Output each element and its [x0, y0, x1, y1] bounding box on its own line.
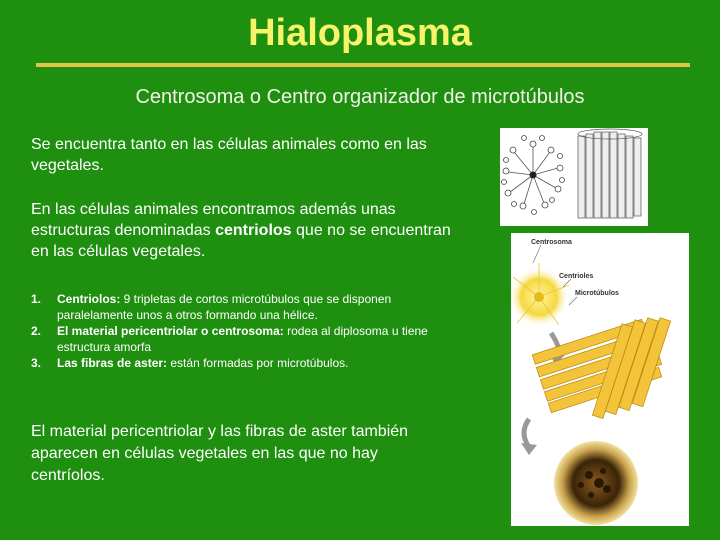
list-item-text: están formadas por microtúbulos.	[167, 356, 349, 370]
paragraph-centriolos	[31, 199, 451, 262]
paragraph-centriolos-after: que no se encuentran en las células vegetales.	[31, 222, 451, 260]
list-item-number: 1.	[31, 292, 42, 306]
slide-title: Hialoplasma	[248, 12, 472, 54]
label-microtubulos: Microtúbulos	[575, 290, 619, 297]
structure-list	[31, 291, 431, 371]
centriole-structure-illustration	[500, 128, 648, 226]
list-item	[31, 291, 431, 323]
list-item	[31, 355, 431, 371]
centrosoma-illustration	[511, 233, 689, 526]
label-centrioles: Centrioles	[559, 273, 594, 280]
list-item-term: Las fibras de aster:	[57, 356, 168, 370]
list-item-text: 9 tripletas de cortos microtúbulos que se disponen paralelamente unos a otros formando una hélice.	[57, 292, 392, 322]
centrosoma-svg	[511, 233, 689, 526]
list-item-number: 3.	[31, 356, 42, 370]
centriole-structure-svg	[500, 128, 648, 226]
list-item-term: El material pericentriolar o centrosoma:	[57, 324, 284, 338]
paragraph-plant-cells: El material pericentriolar y las fibras de aster también aparecen en células vegetales en las que no hay centríolos.	[31, 423, 409, 484]
list-item-text: rodea al diplosoma u tiene estructura amorfa	[57, 324, 428, 354]
list-item	[31, 323, 431, 355]
paragraph-centriolos-before: En las células animales encontramos además unas estructuras denominadas	[31, 201, 396, 239]
list-item-number: 2.	[31, 324, 42, 338]
slide-subtitle: Centrosoma o Centro organizador de microtúbulos	[135, 86, 585, 108]
paragraph-centriolos-bold: centriolos	[215, 222, 292, 239]
title-divider	[36, 63, 690, 67]
paragraph-distribution: Se encuentra tanto en las células animales como en las vegetales.	[31, 136, 427, 174]
list-item-term: Centriolos:	[57, 292, 121, 306]
label-centrosoma: Centrosoma	[531, 239, 572, 246]
